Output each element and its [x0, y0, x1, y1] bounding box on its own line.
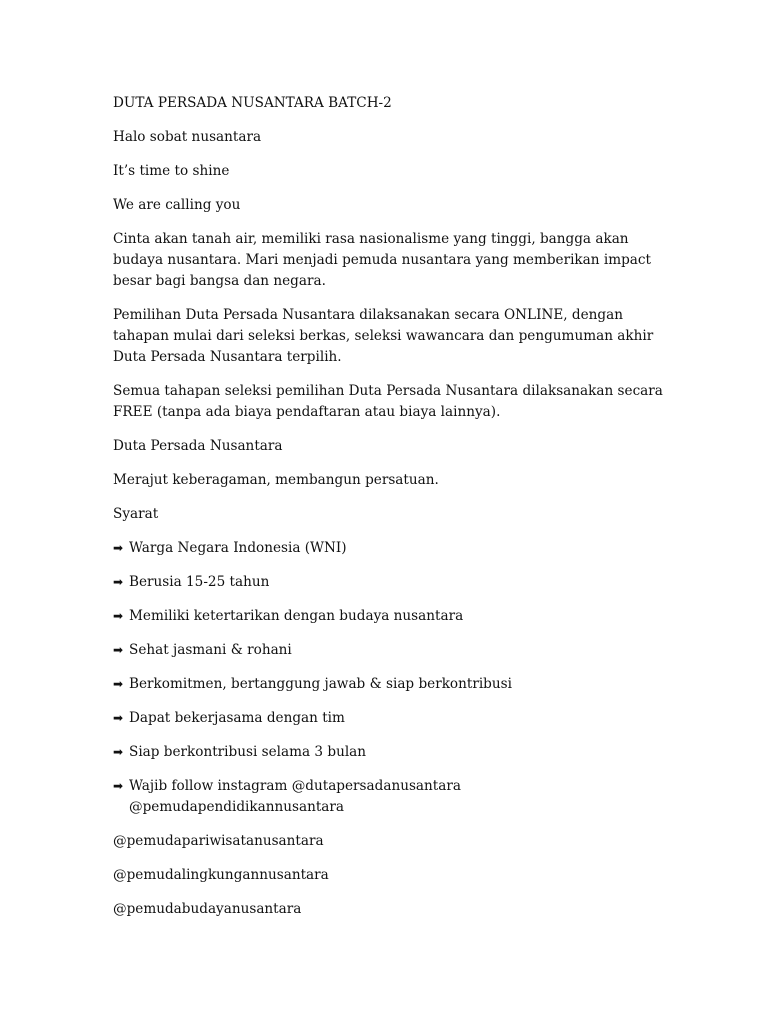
program-name: Duta Persada Nusantara — [113, 438, 283, 454]
tagline-shine: It’s time to shine — [113, 163, 230, 179]
document-title: DUTA PERSADA NUSANTARA BATCH-2 — [113, 95, 392, 111]
arrow-right-icon: ➡ — [113, 609, 124, 623]
tagline-calling: We are calling you — [113, 197, 241, 213]
arrow-right-icon: ➡ — [113, 745, 124, 759]
requirement-item — [113, 640, 673, 661]
requirement-text: Warga Negara Indonesia (WNI) — [129, 540, 347, 556]
instagram-handle: @pemudabudayanusantara — [113, 901, 302, 917]
requirement-text: Berusia 15-25 tahun — [129, 574, 270, 590]
arrow-right-icon: ➡ — [113, 575, 124, 589]
greeting: Halo sobat nusantara — [113, 129, 262, 145]
arrow-right-icon: ➡ — [113, 541, 124, 555]
requirement-text: Wajib follow instagram @dutapersadanusantara @pemudapendidikannusantara — [129, 778, 461, 815]
requirement-item — [113, 606, 673, 627]
instagram-handle: @pemudalingkungannusantara — [113, 867, 329, 883]
instagram-handle: @pemudapariwisatanusantara — [113, 833, 324, 849]
requirement-item — [113, 674, 673, 695]
requirement-item — [113, 538, 673, 559]
selection-paragraph: Pemilihan Duta Persada Nusantara dilaksanakan secara ONLINE, dengan tahapan mulai dari seleksi berkas, seleksi wawancara dan pengumuman akhir Duta Persada Nusantara terpilih. — [113, 307, 654, 365]
arrow-right-icon: ➡ — [113, 643, 124, 657]
requirement-item — [113, 776, 673, 818]
requirement-text: Memiliki ketertarikan dengan budaya nusantara — [129, 608, 464, 624]
requirement-text: Berkomitmen, bertanggung jawab & siap berkontribusi — [129, 676, 512, 692]
free-paragraph: Semua tahapan seleksi pemilihan Duta Persada Nusantara dilaksanakan secara FREE (tanpa ada biaya pendaftaran atau biaya lainnya). — [113, 383, 663, 420]
document-page — [113, 93, 673, 933]
motto: Merajut keberagaman, membangun persatuan. — [113, 472, 439, 488]
arrow-right-icon: ➡ — [113, 779, 124, 793]
requirement-text: Siap berkontribusi selama 3 bulan — [129, 744, 367, 760]
requirement-text: Sehat jasmani & rohani — [129, 642, 292, 658]
arrow-right-icon: ➡ — [113, 677, 124, 691]
intro-paragraph: Cinta akan tanah air, memiliki rasa nasionalisme yang tinggi, bangga akan budaya nusantara. Mari menjadi pemuda nusantara yang memberikan impact besar bagi bangsa dan negara. — [113, 231, 651, 289]
arrow-right-icon: ➡ — [113, 711, 124, 725]
requirement-text: Dapat bekerjasama dengan tim — [129, 710, 345, 726]
requirements-heading: Syarat — [113, 506, 159, 522]
requirement-item — [113, 708, 673, 729]
requirement-item — [113, 742, 673, 763]
requirement-item — [113, 572, 673, 593]
